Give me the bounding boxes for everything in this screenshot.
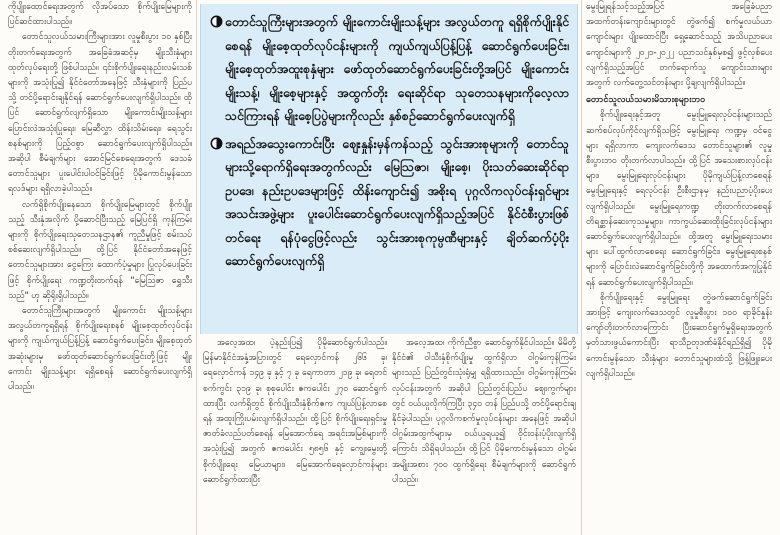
column-divider xyxy=(196,0,197,535)
left-paragraph: လက်ရှိစိုက်ပျိုးနေသော စိုက်ပျိုးမြေများတွင် စိုက်ပျိုးသည့် သီးနှံအလိုက် ပို့ဆောင်ပြီးသည့် မြေပြင်ရှိ ကုန်ကြမ်းများကို စိုက်ပျိုးရေးသုတေသနဌာန၏ ကူညီမှုဖြင့် စမ်းသပ်စစ်ဆေးလျက်ရှိပါသည်။ ထို့ပြင် နိုင်ငံတော်အနေဖြင့် တောင်သူများအား ငွေကြေး ထောက်ပံ့မှုများ ပြုလုပ်ပေးခြင်းဖြင့် စိုက်ပျိုးရေး ကဏ္ဍတိုးတက်ရန် "မြေဩဇာ ရွှေသီးသည်" ဟု ဆိုရိုးရှိပါသည်။ xyxy=(8,199,192,301)
highlight-bullet xyxy=(207,10,569,128)
highlight-bullet-text: တောင်သူကြီးများအတွက် မျိုးကောင်းမျိုးသန့်များ အလွယ်တကူ ရရှိစိုက်ပျိုးနိုင်စေရန် မျိုးစေ့ထုတ်လုပ်ငန်းများကို ကျယ်ကျယ်ပြန့်ပြန့် ဆောင်ရွက်ပေးခြင်း၊ မျိုးစေ့ထုတ်အထူးစုနှံများ ဖော်ထုတ်ဆောင်ရွက်ပေးခြင်းတို့အပြင် မျိုးကောင်း မျိုးသန့်၊ မျိုးစေ့များနှင့် အထွက်တိုး ရေးဆိုင်ရာ သုတေသနများကိုလေ့လာသင်ကြားရန် မျိုးစေ့ပြပွဲများကိုလည်း နှစ်စဉ်ဆောင်ရွက်ပေးလျက်ရှိ xyxy=(225,14,569,123)
mid-paragraph: အလေ့အထ၊ ပဲ့နည်းပြ၍ ပိုမိုဆောင်ရွက်ပါသည်။ မြန်မာနိုင်ငံအနှံ့အပြားတွင် ရေလှောင်ကန် ၂၆၆ ခု၊ ရေလှောင်ကန် ၁၄၉ ခု နှင့် ၇ ခု ရေကာတာ ၂၁၉ ခု၊ ရေတင်စက်ကွင်း ၃၁၉ ခု၊ စုစုပေါင်း ဧကပေါင်း ၂၇၀ ဆောင်ရွက်ထားပြီး လက်ရှိတွင် စိုက်ပျိုးသီးနှံစိုက်ဧက ကျယ်ပြန့်လာစေရန် အထူးကြိုးပမ်းလျက်ရှိပါသည်။ ထို့ပြင် စိုက်ပျိုးရေးရှင်းမှု ဇာတ်ခံလည်ပတ်စေရန် မြေအောက်ရေ အရင်းအမြစ်များကို အသုံးပြု၍ အတွက် ဧကပေါင်း ၅၈၅၆ နှင့် ကျွေးမွေးတို့ စိုက်ပျိုးရေး မြေယာများ၊ မြေအောက်ရေလှောင်ကန်များ ဆောင်ရွက်ထားပြီး xyxy=(203,338,387,485)
left-paragraph: ကိုပျိုးထောင်ရေးအတွက် လိုအပ်သော စိုက်ပျိုးမြေများကို ပြင်ဆင်ထားပါသည်။ xyxy=(8,2,192,28)
right-paragraph: မွေးမြူရန်သင့်သည့်အပြင် အခြေခံပညာအထက်တန်းကျောင်းများတွင် တွဲဖက်၍ စက်မှုလယ်ယာ ကျောင်းများ ပျိုးထောင်ပြီး ရှေ့ဆောင်သည့် အသိပညာပေးကျောင်းများကို ၂၀၂၁-၂၀၂၂ ပညာသင်နှစ်မှစ၍ ဖွင့်လှစ်ပေးလျက်ရှိသည့်အပြင် တက်ရောက်သူ ကျောင်းသားများအတွက် လက်တွေ့သင်တန်းများ ပို့ချလျက်ရှိပါသည်။ xyxy=(586,2,772,89)
highlight-bullet xyxy=(207,132,569,273)
column-divider xyxy=(581,0,582,535)
section-heading: တောင်သူလယ်သမားမိသားစုများဘဝ xyxy=(586,95,706,106)
mid-paragraph: အလေ့အထ၊ ကိုက်ညီစွာ ဆောင်ရွက်နိုင်ပါသည်။ မိမိတို့နိုင်ငံ၏ ဝါသီးနှံစိုက်ပျိုးမှု ထွက်ရှိလာ ဝါဂွမ်းကုန်ကြမ်းများသည် ပြည်တွင်းသုံးရုံမျှ ရရှိထားသည်။ ဝါဂွမ်းကုန်ကြမ်း လုပ်ငန်းအတွက် အဆိုပါ ပြည်တွင်းပြည်ပ ဈေးကွက်များတွင် ဝယ်ယူလိုက်ကြပြီး ၃၄၀ တန် ပြည်ပသို့ တင်ပို့ရောင်းချနိုင်ခဲ့ပါသည်။ ပုဂ္ဂလိကစက်မှုလုပ်ငန်းများ အနေဖြင့် အဆိုပါ ဝါဂွမ်းအထွက်များမှ ဝယ်ယူရယူ၍ ဝိုင်းဝန်းပံ့ပိုးလျက်ရှိကြောင်း သိရှိရပါသည်။ ထို့ပြင် ပိုမိုကောင်းမွန်သော ဝါဂွမ်းအမျိုးအစား ၇၀၀ ထွက်ရှိရေး စီမံချက်များကို ဆောင်ရွက်ပါသည်။ xyxy=(392,338,576,485)
middle-article-column-2 xyxy=(392,336,576,535)
left-paragraph: တောင်သူကြီးများအတွက် မျိုးကောင်း မျိုးသန့်များ အလွယ်တကူရရှိရန် စိုက်ပျိုးရေးစနစ် မျိုးစေ့ထုတ်လုပ်ငန်းများကို ကျယ်ကျယ်ပြန့်ပြန့် ဆောင်ရွက်ပေးခြင်း၊ မျိုးစေ့ထုတ်အဆုံးများမှ ဖော်ထုတ်ဆောင်ရွက်ပေးခြင်းတို့ဖြင့် မျိုးကောင်း မျိုးသန့်များ ရရှိစေရန် ဆောင်ရွက်ပေးလျက်ရှိပါသည်။ xyxy=(8,306,192,393)
right-paragraph: စိုက်ပျိုးရေးနှင့် မွေးမြူရေး တွဲဖက်ဆောင်ရွက်ခြင်းအားဖြင့် ကျေးလက်ဒေသတွင် လူမှုစီးပွား ၁၀၀ ရာခိုင်နှုန်း ကျော်တိုးတက်လာကြောင်း ပြီးဆောင်ရွက်မှုရှိရေးအတွက် မှတ်သားဖွယ်ကောင်းပြီး ရာသီဥတုဒဏ်ခံနိုင်ရည်ရှိ၍ ပိုမိုကောင်းမွန်သော သီးနှံများ တောင်သူများထံသို့ ဖြန့်ဖြူးပေးလျက်ရှိပါသည်။ xyxy=(586,292,772,379)
highlight-box xyxy=(200,4,578,334)
left-paragraph: တောင်သူလယ်သမားကြီးများအား လူမှုစီးပွား ၁၀ နှစ်ပြီးတိုးတက်ရေးအတွက် အခြေခံအဆင့်မှ မျိုးသီးနှံများ ထုတ်လုပ်ရေးတို့ ဖြစ်ပါသည်။ ၎င်းစိုက်ပျိုးရေးနည်းလမ်းသစ်များကို အသုံးပြု၍ နိုင်ငံတော်အနေဖြင့် သီးနှံများကို ပြည်ပသို့ တင်ပို့ရောင်းချနိုင်ရန် ဆောင်ရွက်ပေးလျက်ရှိပါသည်။ ထိုပြင် ဆောင်ရွက်လျက်ရှိသော မျိုးကောင်းမျိုးသန့်များ ပြောင်းလဲအသုံးပြုရေး၊ မြေဆီလွှာ ထိန်းသိမ်းရေး၊ ရေသွင်းစနစ်များကို ပြည့်ဝစွာ ဆောင်ရွက်ပေးလျက်ရှိပါသည်။ အဆိုပါ စီမံချက်များ အောင်မြင်စေရေးအတွက် ဒေသခံ တောင်သူများ ပူးပေါင်းပါဝင်ခြင်းဖြင့် ပိုမိုကောင်းမွန်သော ရလဒ်များ ရရှိလာခဲ့ပါသည်။ xyxy=(8,32,192,195)
highlight-bullet-text: အရည်အသွေးကောင်းပြီး ဈေးနှုန်းမှန်ကန်သည့် သွင်းအားစုများကို တောင်သူများသို့ရောက်ရှိရေးအတွက်လည်း မြေဩဇာ၊ မျိုးစေ့၊ ပိုးသတ်ဆေးဆိုင်ရာ ဥပဒေ၊ နည်းဥပဒေများဖြင့် ထိန်းကျောင်း၍ အစိုးရ ပုဂ္ဂလိကလုပ်ငန်းရှင်များ အသင်းအဖွဲ့များ ပူးပေါင်းဆောင်ရွက်ပေးလျက်ရှိသည့်အပြင် နိုင်ငံစီးပွားဖြစ်တင်ရေး ရန်ပုံငွေဖြင့်လည်း သွင်းအားစုကုမ္ပဏီများနှင့် ချိတ်ဆက်ပံ့ပိုးဆောင်ရွက်ပေးလျက်ရှိ xyxy=(225,135,569,268)
right-paragraph: စိုက်ပျိုးရေးနှင့်အတူ မွေးမြူရေးလုပ်ငန်းများသည် ဆက်စပ်လုပ်ကိုင်လျက်ရှိသဖြင့် မွေးမြူရေး ကဏ္ဍမှ ဝင်ငွေများ ရရှိလာကာ ကျေးလက်ဒေသ တောင်သူများ၏ လူမှုစီးပွားဘဝ တိုးတက်လာပါသည်။ ထို့ပြင် အသေးစားလုပ်ငန်းများ၊ မွေးမြူရေးလုပ်ငန်းများ ပိုမိုကျယ်ပြန့်လာစေရန် မွေးမြူရေးနှင့် ရေလုပ်ငန်း ဦးစီးဌာနမှ နည်းပညာပံ့ပိုးပေးလျက်ရှိပါသည်။ မွေးမြူရေးကဏ္ဍ တိုးတက်လာစေရန် တိရစ္ဆာန်ဆေးကုသမှုများ၊ ကာကွယ်ဆေးထိုးခြင်းလုပ်ငန်းများ ဆောင်ရွက်ပေးလျက်ရှိပါသည်။ ထို့အတူ မွေးမြူရေးသမားများ ပေါ်ထွက်လာစေရေး ဆောင်ရွက်ခြင်း၊ မွေးမြူရေးစနစ်များကို ပြောင်းလဲဆောင်ရွက်ခြင်းတို့ကို အထောက်အကူပြုနိုင်ရန် ဆောင်ရွက်ပေးလျက်ရှိပါသည်။ xyxy=(586,110,772,288)
middle-article-column-1 xyxy=(203,336,387,535)
left-article-column xyxy=(8,0,192,535)
circle-bullet-icon xyxy=(207,10,225,33)
circle-bullet-icon xyxy=(207,132,225,155)
right-article-column xyxy=(586,0,772,535)
